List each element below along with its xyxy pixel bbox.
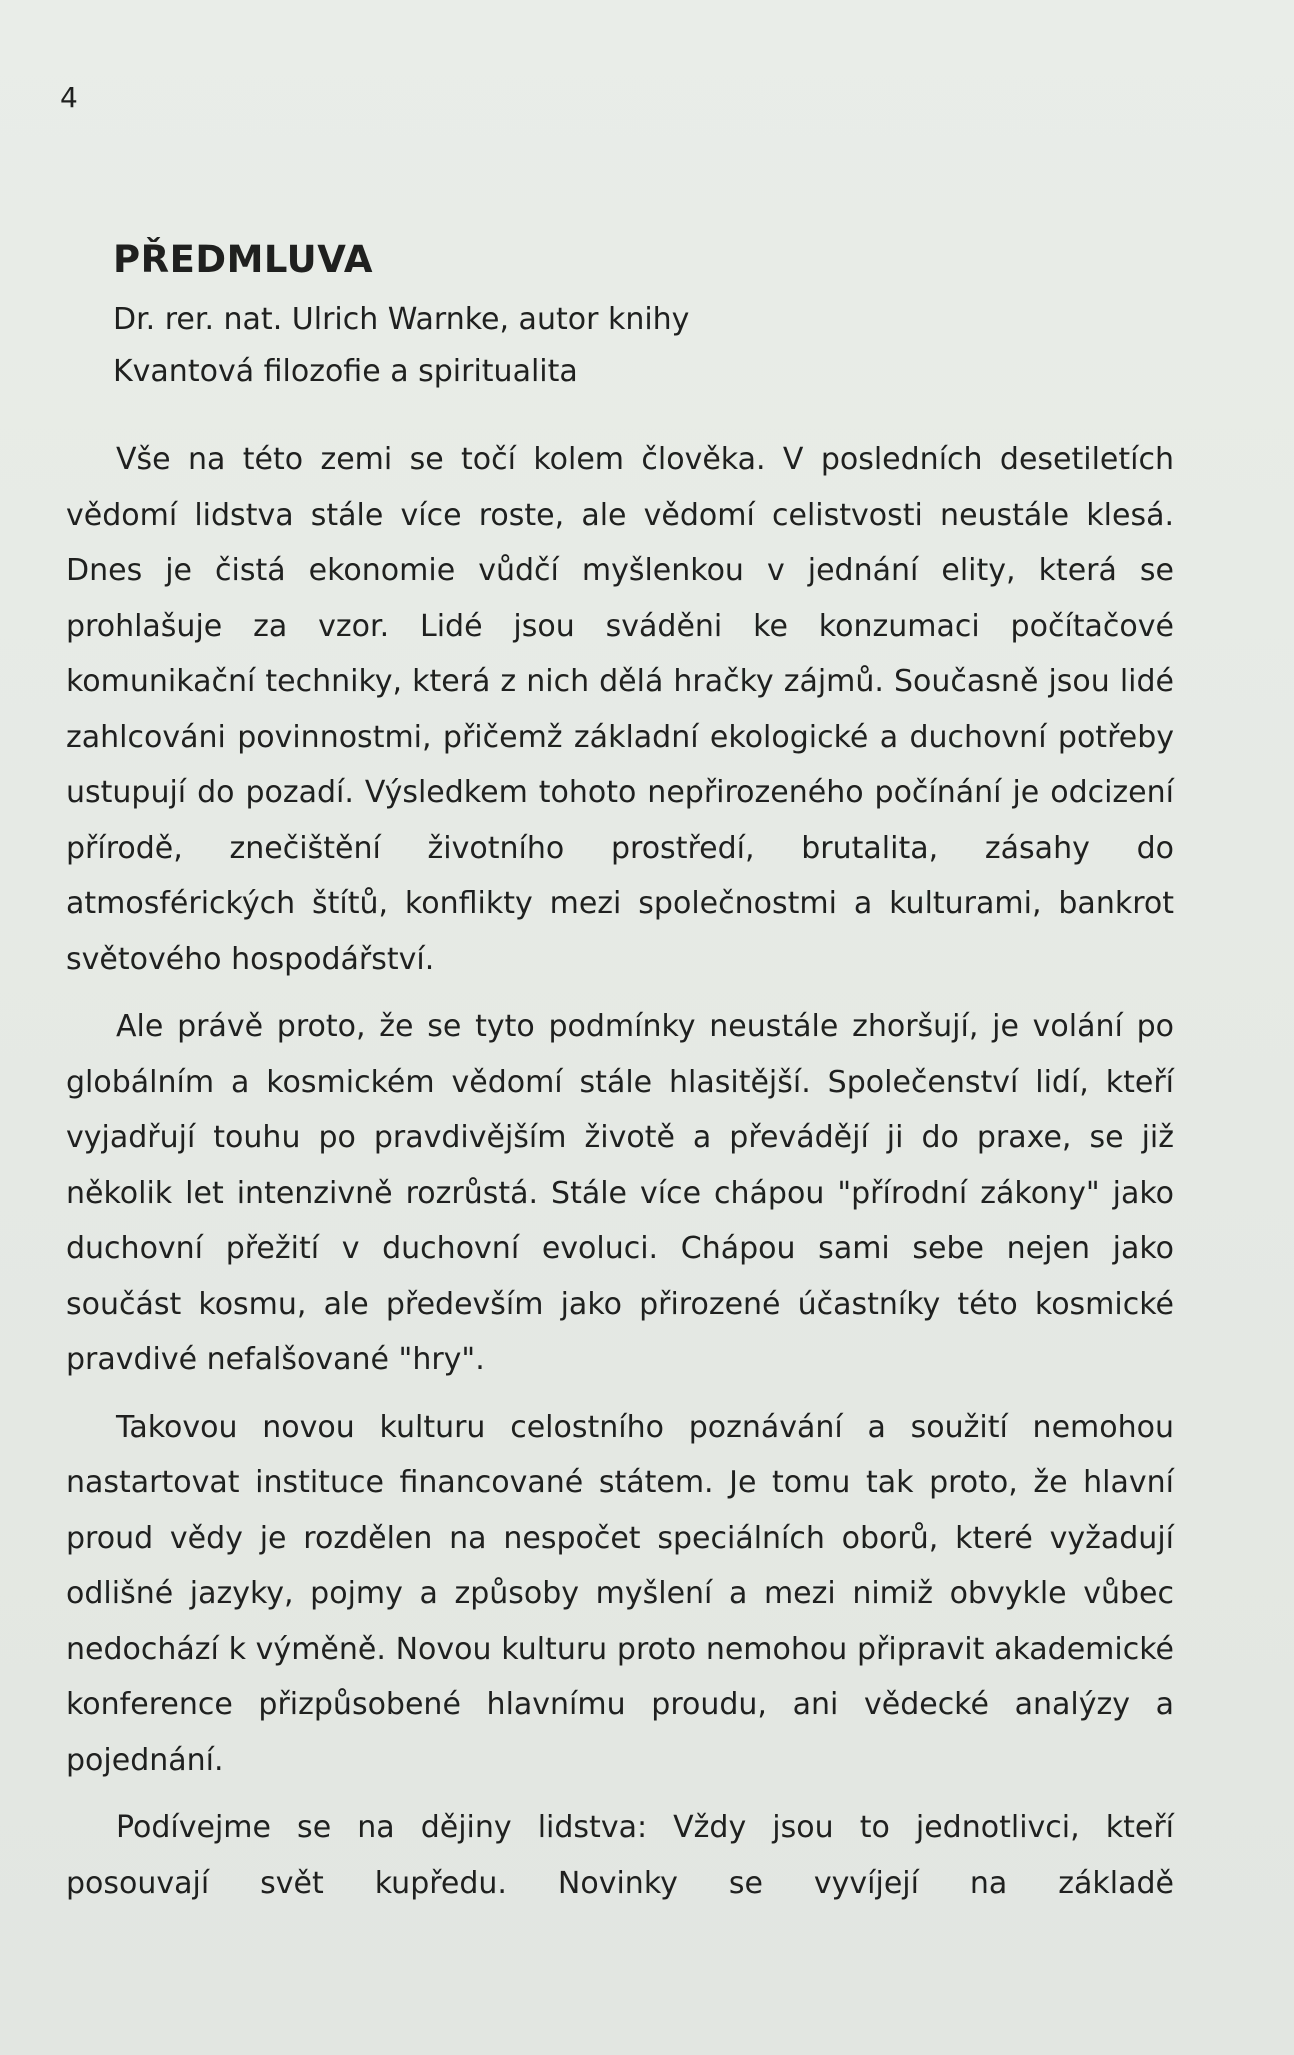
- page-number: 4: [60, 81, 78, 114]
- author-line-1: Dr. rer. nat. Ulrich Warnke, autor knihy: [113, 302, 690, 337]
- paragraph-3: Takovou novou kulturu celostního poznávání a soužití nemohou nastartovat instituce financované státem. Je tomu tak proto, že hlavní proud vědy je rozdělen na nespočet speciálních oborů, které vyžadují odlišné jazyky, pojmy a způsoby myšlení a mezi nimiž obvykle vůbec nedochází k výměně. Novou kulturu proto nemohou připravit akademické konference přizpůsobené hlavnímu proudu, ani vědecké analýzy a pojednání.: [66, 1409, 1174, 1778]
- paragraph-1: Vše na této zemi se točí kolem člověka. V posledních desetiletích vědomí lidstva stále více roste, ale vědomí celistvosti neustále klesá. Dnes je čistá ekonomie vůdčí myšlenkou v jednání elity, která se prohlašuje za vzor. Lidé jsou sváděni ke konzumaci počítačové komunikační techniky, která z nich dělá hračky zájmů. Současně jsou lidé zahlcováni povinnostmi, přičemž základní ekologické a duchovní potřeby ustupují do pozadí. Výsledkem tohoto nepřirozeného počínání je odcizení přírodě, znečištění životního prostředí, brutalita, zásahy do atmosférických štítů, konflikty mezi společnostmi a kulturami, bankrot světového hospodářství.: [66, 442, 1174, 977]
- chapter-heading: PŘEDMLUVA: [113, 238, 373, 281]
- author-line-2: Kvantová filozofie a spiritualita: [113, 354, 578, 389]
- paragraph-2: Ale právě proto, že se tyto podmínky neustále zhoršují, je volání po globálním a kosmickém vědomí stále hlasitější. Společenství lidí, kteří vyjadřují touhu po pravdivějším životě a převádějí ji do praxe, se již několik let intenzivně rozrůstá. Stále více chápou "přírodní zákony" jako duchovní přežití v duchovní evoluci. Chápou sami sebe nejen jako součást kosmu, ale především jako přirozené účastníky této kosmické pravdivé nefalšované "hry".: [66, 1009, 1174, 1377]
- body-text: [66, 432, 1174, 1923]
- paragraph-4: Podívejme se na dějiny lidstva: Vždy jsou to jednotlivci, kteří posouvají svět kupředu. Novinky se vyvíjejí na základě: [66, 1810, 1174, 1901]
- author-block: [113, 294, 689, 398]
